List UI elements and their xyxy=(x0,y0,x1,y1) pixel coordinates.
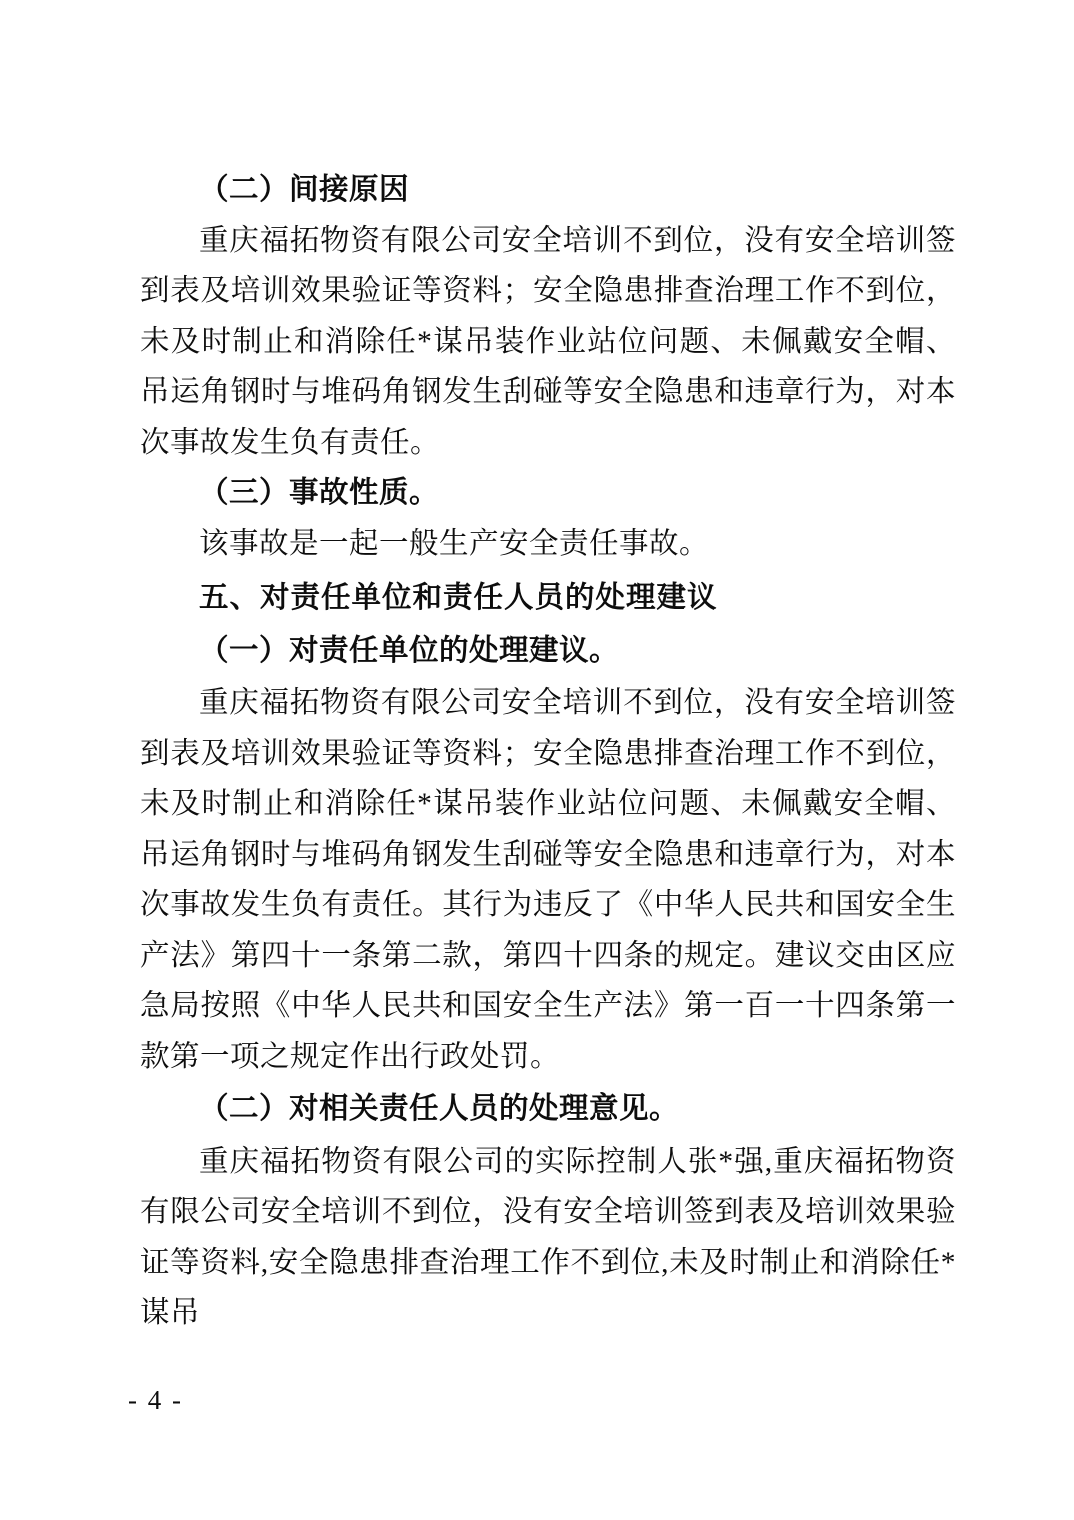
document-body xyxy=(140,165,956,1339)
paragraph-personnel-handling: 重庆福拓物资有限公司的实际控制人张*强,重庆福拓物资有限公司安全培训不到位，没有安全培训签到表及培训效果验证等资料,安全隐患排查治理工作不到位,未及时制止和消除任*谋吊 xyxy=(140,1145,956,1329)
section-heading-indirect-cause: （二）间接原因 xyxy=(199,174,410,206)
page-number: - 4 - xyxy=(128,1385,183,1415)
section-heading-handling-suggestions: 五、对责任单位和责任人员的处理建议 xyxy=(199,582,718,614)
paragraph-unit-handling: 重庆福拓物资有限公司安全培训不到位，没有安全培训签到表及培训效果验证等资料；安全隐患排查治理工作不到位，未及时制止和消除任*谋吊装作业站位问题、未佩戴安全帽、吊运角钢时与堆码角钢发生刮碰等安全隐患和违章行为，对本次事故发生负有责任。其行为违反了《中华人民共和国安全生产法》第四十一条第二款，第四十四条的规定。建议交由区应急局按照《中华人民共和国安全生产法》第一百一十四条第一款第一项之规定作出行政处罚。 xyxy=(140,687,956,1073)
section-heading-unit-handling: （一）对责任单位的处理建议。 xyxy=(199,634,620,667)
section-heading-personnel-handling: （二）对相关责任人员的处理意见。 xyxy=(199,1093,680,1125)
section-heading-accident-nature: （三）事故性质。 xyxy=(199,477,440,509)
paragraph-accident-nature: 该事故是一起一般生产安全责任事故。 xyxy=(199,527,710,560)
paragraph-indirect-cause: 重庆福拓物资有限公司安全培训不到位，没有安全培训签到表及培训效果验证等资料；安全隐患排查治理工作不到位，未及时制止和消除任*谋吊装作业站位问题、未佩戴安全帽、吊运角钢时与堆码角钢发生刮碰等安全隐患和违章行为，对本次事故发生负有责任。 xyxy=(140,224,956,459)
